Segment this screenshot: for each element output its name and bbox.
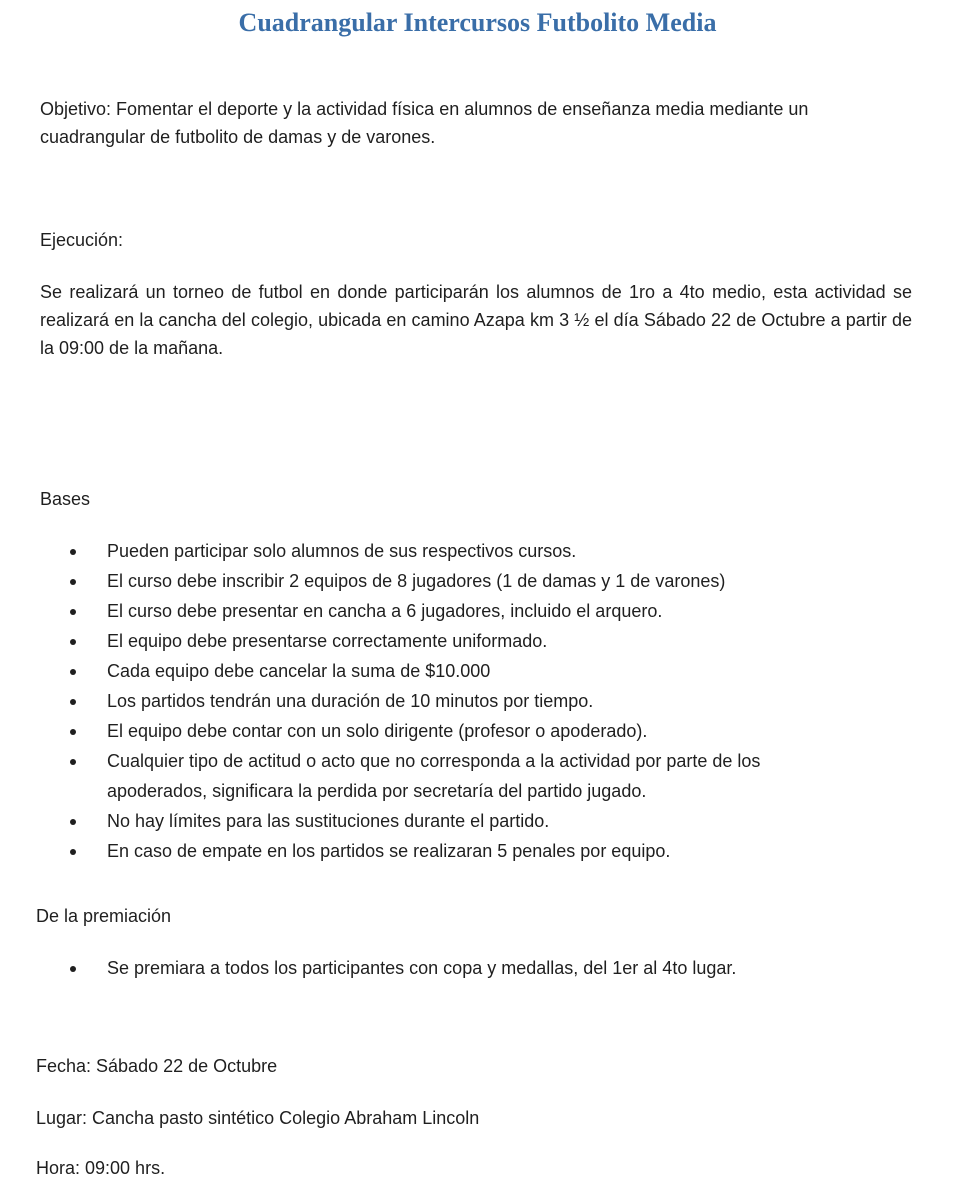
bullet-icon <box>70 609 76 615</box>
ejecucion-heading: Ejecución: <box>40 230 124 250</box>
bullet-icon <box>70 549 76 555</box>
list-item-text: En caso de empate en los partidos se realizaran 5 penales por equipo. <box>107 841 671 861</box>
list-item <box>58 596 838 626</box>
list-item-text: El equipo debe presentarse correctamente uniformado. <box>107 631 548 651</box>
bullet-icon <box>70 639 76 645</box>
list-item <box>58 836 838 866</box>
list-item <box>58 686 838 716</box>
list-item <box>58 953 838 983</box>
list-item-text: Cada equipo debe cancelar la suma de $10.000 <box>107 661 491 681</box>
bases-list <box>58 536 838 866</box>
list-item-text: Cualquier tipo de actitud o acto que no corresponda a la actividad por parte de los apoderados, significara la perdida por secretaría del partido jugado. <box>107 751 761 801</box>
list-item <box>58 806 838 836</box>
lugar-line: Lugar: Cancha pasto sintético Colegio Abraham Lincoln <box>36 1108 480 1128</box>
list-item-text: Pueden participar solo alumnos de sus respectivos cursos. <box>107 541 577 561</box>
bullet-icon <box>70 966 76 972</box>
list-item <box>58 566 838 596</box>
bullet-icon <box>70 579 76 585</box>
list-item-text: Se premiara a todos los participantes con copa y medallas, del 1er al 4to lugar. <box>107 958 737 978</box>
list-item <box>58 716 838 746</box>
fecha-line: Fecha: Sábado 22 de Octubre <box>36 1056 278 1076</box>
list-item <box>58 656 838 686</box>
list-item-text: El equipo debe contar con un solo dirigente (profesor o apoderado). <box>107 721 648 741</box>
bullet-icon <box>70 849 76 855</box>
bullet-icon <box>70 729 76 735</box>
bullet-icon <box>70 819 76 825</box>
document-title: Cuadrangular Intercursos Futbolito Media <box>238 8 717 37</box>
list-item-text: El curso debe inscribir 2 equipos de 8 jugadores (1 de damas y 1 de varones) <box>107 571 726 591</box>
bullet-icon <box>70 699 76 705</box>
bases-heading: Bases <box>40 489 91 509</box>
bullet-icon <box>70 759 76 765</box>
premiacion-heading: De la premiación <box>36 906 172 926</box>
premiacion-list <box>58 953 838 983</box>
list-item <box>58 536 838 566</box>
hora-line: Hora: 09:00 hrs. <box>36 1158 166 1178</box>
ejecucion-paragraph: Se realizará un torneo de futbol en donde participarán los alumnos de 1ro a 4to medio, esta actividad se realizará en la cancha del colegio, ubicada en camino Azapa km 3 ½ el día Sábado 22 de Octubre a partir de la 09:00 de la mañana. <box>40 282 912 358</box>
list-item-text: El curso debe presentar en cancha a 6 jugadores, incluido el arquero. <box>107 601 663 621</box>
list-item-text: No hay límites para las sustituciones durante el partido. <box>107 811 550 831</box>
list-item <box>58 626 838 656</box>
list-item <box>58 746 838 806</box>
list-item-text: Los partidos tendrán una duración de 10 minutos por tiempo. <box>107 691 594 711</box>
objetivo-paragraph: Objetivo: Fomentar el deporte y la actividad física en alumnos de enseñanza media mediante un cuadrangular de futbolito de damas y de varones. <box>40 99 809 147</box>
bullet-icon <box>70 669 76 675</box>
